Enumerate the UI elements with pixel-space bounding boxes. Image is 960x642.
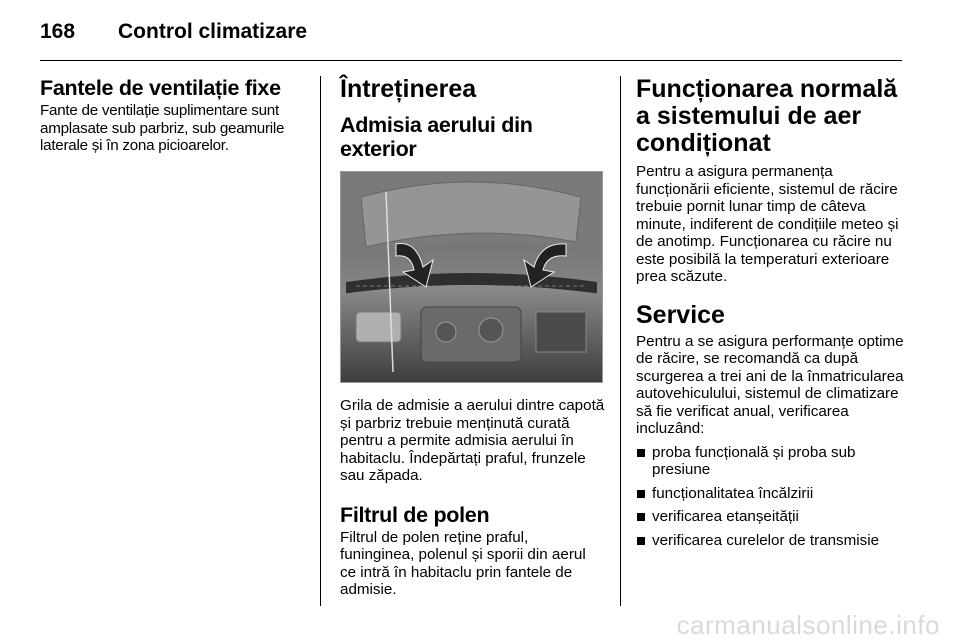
bullet-icon bbox=[637, 449, 645, 457]
column-2 bbox=[340, 76, 605, 599]
column-1 bbox=[40, 76, 308, 155]
list-item: funcționalitatea încălzirii bbox=[636, 485, 906, 503]
page-header-title: Control climatizare bbox=[118, 20, 308, 43]
bullet-icon bbox=[637, 490, 645, 498]
column-divider-left bbox=[320, 76, 321, 606]
heading-pollen-filter: Filtrul de polen bbox=[340, 502, 490, 527]
list-item: verificarea curelelor de transmisie bbox=[636, 532, 906, 550]
watermark: carmanualsonline.info bbox=[676, 610, 940, 640]
heading-maintenance: Întreținerea bbox=[340, 75, 477, 103]
service-checklist bbox=[636, 444, 906, 550]
heading-service: Service bbox=[636, 300, 725, 329]
fixed-vents-text: Fante de ventilație suplimentare sunt amplasate sub parbriz, sub geamurile laterale și în zona picioarelor. bbox=[40, 102, 285, 154]
list-item: verificarea etanșeității bbox=[636, 508, 906, 526]
engine-part-2 bbox=[479, 318, 503, 342]
service-text: Pentru a se asigura performanțe optime de răcire, se recomandă ca după scurgerea a trei ani de la înmatricularea autovehiculului, sistemul de climatizare să fie verificat anual, verificarea incluzând: bbox=[636, 332, 904, 437]
list-item: proba funcțională și proba sub presiune bbox=[636, 444, 906, 479]
header-rule bbox=[40, 60, 902, 61]
heading-fixed-vents: Fantele de ventilație fixe bbox=[40, 76, 281, 100]
engine-part-1 bbox=[436, 322, 456, 342]
bullet-icon bbox=[637, 513, 645, 521]
air-intake-text: Grila de admisie a aerului dintre capotă și parbriz trebuie menținută curată pentru a permite admisia aerului în habitaclu. Îndepărtați praful, frunzele sau zăpada. bbox=[340, 397, 605, 484]
battery bbox=[536, 312, 586, 352]
pollen-filter-text: Filtrul de polen reține praful, funinginea, polenul și sporii din aerul ce intră în habitaclu prin fantele de admisie. bbox=[340, 528, 586, 598]
heading-normal-operation: Funcționarea normală a sistemului de aer condiționat bbox=[636, 75, 898, 157]
column-divider-right bbox=[620, 76, 621, 606]
bullet-icon bbox=[637, 537, 645, 545]
page-number: 168 bbox=[40, 20, 76, 43]
column-3 bbox=[636, 76, 906, 555]
heading-air-intake: Admisia aerului din exterior bbox=[340, 113, 533, 161]
engine-bay-photo bbox=[340, 171, 603, 383]
fluid-reservoir bbox=[356, 312, 401, 342]
normal-operation-text: Pentru a asigura permanența funcționării eficiente, sistemul de răcire trebuie pornit lunar timp de câteva minute, indiferent de condițiile meteo și de anotimp. Funcționarea cu răcire nu este posibilă la temperaturi exterioare prea scăzute. bbox=[636, 163, 899, 285]
